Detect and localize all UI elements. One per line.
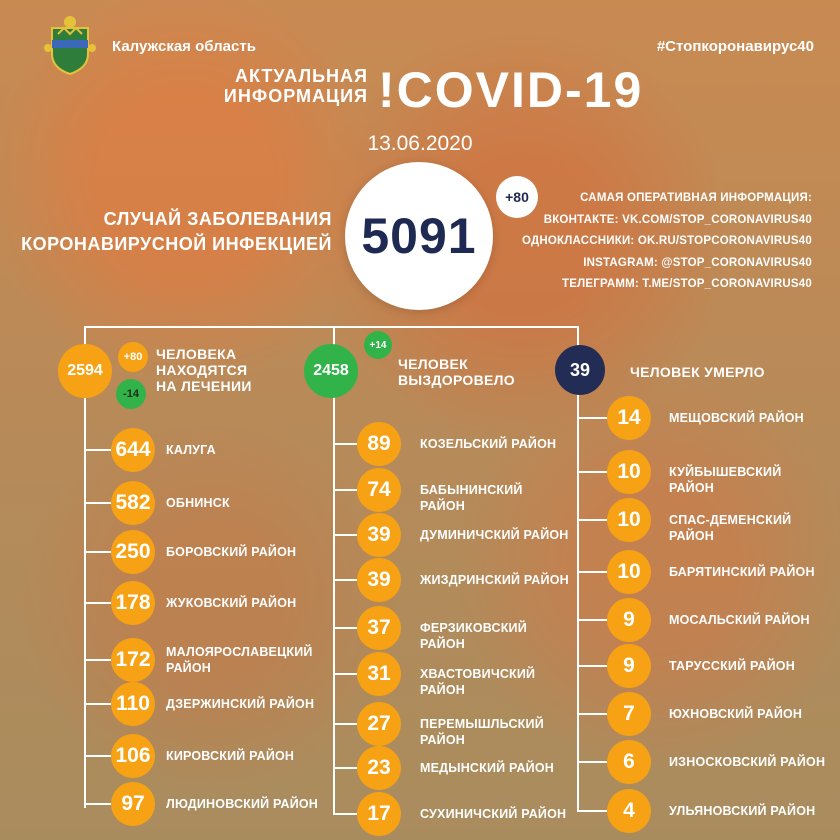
- district-count: 250: [111, 530, 155, 574]
- district-name: ЖУКОВСКИЙ РАЙОН: [166, 596, 297, 610]
- district-count: 7: [607, 692, 651, 736]
- district-count: 106: [111, 734, 155, 778]
- cases-label-line1: СЛУЧАЙ ЗАБОЛЕВАНИЯ: [103, 209, 332, 229]
- district-name: ФЕРЗИКОВСКИЙ РАЙОН: [420, 621, 527, 651]
- district-connector: [333, 443, 357, 445]
- died-circle: [555, 345, 605, 395]
- treatment-label-line1: ЧЕЛОВЕКА: [156, 346, 237, 362]
- treatment-plus: +80: [123, 351, 143, 363]
- district-count: 10: [607, 550, 651, 594]
- treatment-label: [156, 346, 252, 394]
- district-count: 17: [357, 792, 401, 836]
- treatment-label-line2: НАХОДЯТСЯ: [156, 362, 248, 378]
- district-name: ЛЮДИНОВСКИЙ РАЙОН: [166, 797, 319, 811]
- district-count: 37: [357, 606, 401, 650]
- district-connector: [577, 665, 607, 667]
- recovered-plus: +14: [369, 339, 387, 351]
- district-connector: [333, 579, 357, 581]
- district-connector: [84, 803, 111, 805]
- district-count: 4: [607, 789, 651, 833]
- district-count: 89: [357, 422, 401, 466]
- district-connector: [333, 767, 357, 769]
- district-name: БОРОВСКИЙ РАЙОН: [166, 545, 297, 559]
- treatment-minus-badge: [116, 379, 146, 409]
- district-connector: [333, 673, 357, 675]
- district-name: СУХИНИЧСКИЙ РАЙОН: [420, 807, 567, 821]
- district-connector: [577, 619, 607, 621]
- district-name: ОБНИНСК: [166, 496, 230, 510]
- info-instagram[interactable]: INSTAGRAM: @STOP_CORONAVIRUS40: [583, 256, 812, 269]
- district-count: 27: [357, 702, 401, 746]
- district-name: КОЗЕЛЬСКИЙ РАЙОН: [420, 437, 557, 451]
- recovered-circle: [304, 344, 358, 398]
- district-name: ИЗНОСКОВСКИЙ РАЙОН: [669, 755, 826, 769]
- district-count: 10: [607, 450, 651, 494]
- district-count: 644: [111, 428, 155, 472]
- branch-line-middle: [333, 326, 335, 814]
- total-cases: 5091: [361, 208, 477, 264]
- district-connector: [333, 627, 357, 629]
- district-connector: [577, 713, 607, 715]
- district-count: 74: [357, 468, 401, 512]
- recovered-label: [398, 356, 515, 388]
- district-name: ТАРУССКИЙ РАЙОН: [669, 659, 795, 673]
- district-count: 6: [607, 740, 651, 784]
- treatment-label-line3: НА ЛЕЧЕНИИ: [156, 378, 252, 394]
- actual-line2: ИНФОРМАЦИЯ: [223, 86, 368, 106]
- info-ok[interactable]: ОДНОКЛАССНИКИ: OK.RU/STOPCORONAVIRUS40: [522, 235, 812, 247]
- district-name: ЖИЗДРИНСКИЙ РАЙОН: [420, 573, 569, 587]
- district-name: МЕЩОВСКИЙ РАЙОН: [669, 411, 804, 425]
- district-name: ДЗЕРЖИНСКИЙ РАЙОН: [166, 697, 315, 711]
- region-name: Калужская область: [112, 38, 256, 55]
- info-vk[interactable]: ВКОНТАКТЕ: VK.COM/STOP_CORONAVIRUS40: [543, 213, 812, 226]
- district-connector: [84, 502, 111, 504]
- district-connector: [84, 659, 111, 661]
- district-connector: [577, 519, 607, 521]
- district-connector: [84, 551, 111, 553]
- cases-label: [20, 207, 332, 257]
- district-count: 31: [357, 652, 401, 696]
- district-count: 23: [357, 746, 401, 790]
- branch-line-right: [577, 326, 579, 810]
- district-name: КИРОВСКИЙ РАЙОН: [166, 749, 295, 763]
- district-connector: [84, 703, 111, 705]
- district-connector: [333, 534, 357, 536]
- district-name: МОСАЛЬСКИЙ РАЙОН: [669, 613, 810, 627]
- hashtag: #Стопкоронавирус40: [656, 38, 814, 55]
- recovered-label-line2: ВЫЗДОРОВЕЛО: [398, 372, 515, 388]
- recovered-plus-badge: [364, 331, 392, 359]
- district-count: 39: [357, 513, 401, 557]
- district-connector: [333, 813, 357, 815]
- covid-title: !COVID-19: [378, 62, 644, 118]
- info-title: САМАЯ ОПЕРАТИВНАЯ ИНФОРМАЦИЯ:: [580, 192, 812, 204]
- district-name: БАБЫНИНСКИЙ РАЙОН: [420, 483, 523, 513]
- recovered-value: 2458: [313, 362, 349, 379]
- district-connector: [333, 489, 357, 491]
- district-count: 110: [111, 682, 155, 726]
- district-connector: [577, 417, 607, 419]
- district-name: КАЛУГА: [166, 443, 216, 457]
- district-connector: [84, 755, 111, 757]
- district-connector: [333, 723, 357, 725]
- recovered-label-line1: ЧЕЛОВЕК: [398, 356, 468, 372]
- district-name: МЕДЫНСКИЙ РАЙОН: [420, 761, 555, 775]
- info-block: [522, 188, 812, 296]
- district-count: 9: [607, 644, 651, 688]
- treatment-value: 2594: [67, 362, 103, 379]
- treatment-plus-badge: [118, 342, 148, 372]
- district-name: ПЕРЕМЫШЛЬСКИЙ РАЙОН: [420, 717, 544, 747]
- actual-line1: АКТУАЛЬНАЯ: [235, 66, 368, 86]
- report-date: 13.06.2020: [367, 132, 473, 155]
- total-cases-circle: [345, 162, 493, 310]
- district-name: ЮХНОВСКИЙ РАЙОН: [669, 707, 803, 721]
- district-count: 9: [607, 598, 651, 642]
- region-emblem: [44, 14, 96, 76]
- district-name: МАЛОЯРОСЛАВЕЦКИЙ РАЙОН: [166, 645, 313, 675]
- district-name: ДУМИНИЧСКИЙ РАЙОН: [420, 528, 569, 542]
- cases-label-line2: КОРОНАВИРУСНОЙ ИНФЕКЦИЕЙ: [21, 234, 332, 254]
- district-count: 97: [111, 782, 155, 826]
- district-connector: [577, 471, 607, 473]
- district-connector: [577, 761, 607, 763]
- treatment-circle: [58, 344, 112, 398]
- district-count: 178: [111, 581, 155, 625]
- district-name: ХВАСТОВИЧСКИЙ РАЙОН: [420, 667, 536, 697]
- district-connector: [577, 571, 607, 573]
- district-count: 582: [111, 481, 155, 525]
- died-label: ЧЕЛОВЕК УМЕРЛО: [630, 364, 765, 380]
- actual-info-heading: [200, 66, 368, 106]
- district-connector: [84, 602, 111, 604]
- district-name: УЛЬЯНОВСКИЙ РАЙОН: [669, 804, 816, 818]
- info-telegram[interactable]: ТЕЛЕГРАММ: T.ME/STOP_CORONAVIRUS40: [562, 278, 812, 290]
- district-count: 39: [357, 558, 401, 602]
- died-value: 39: [569, 359, 591, 380]
- district-name: КУЙБЫШЕВСКИЙ РАЙОН: [669, 465, 782, 495]
- district-name: СПАС-ДЕМЕНСКИЙ РАЙОН: [669, 513, 792, 543]
- district-name: БАРЯТИНСКИЙ РАЙОН: [669, 565, 815, 579]
- treatment-minus: -14: [123, 388, 139, 400]
- district-count: 14: [607, 396, 651, 440]
- district-count: 172: [111, 638, 155, 682]
- branch-line-left: [84, 326, 86, 808]
- cases-delta-badge: +80: [496, 176, 538, 218]
- district-count: 10: [607, 498, 651, 542]
- district-connector: [577, 810, 607, 812]
- branch-horizontal-line: [84, 326, 579, 328]
- district-connector: [84, 449, 111, 451]
